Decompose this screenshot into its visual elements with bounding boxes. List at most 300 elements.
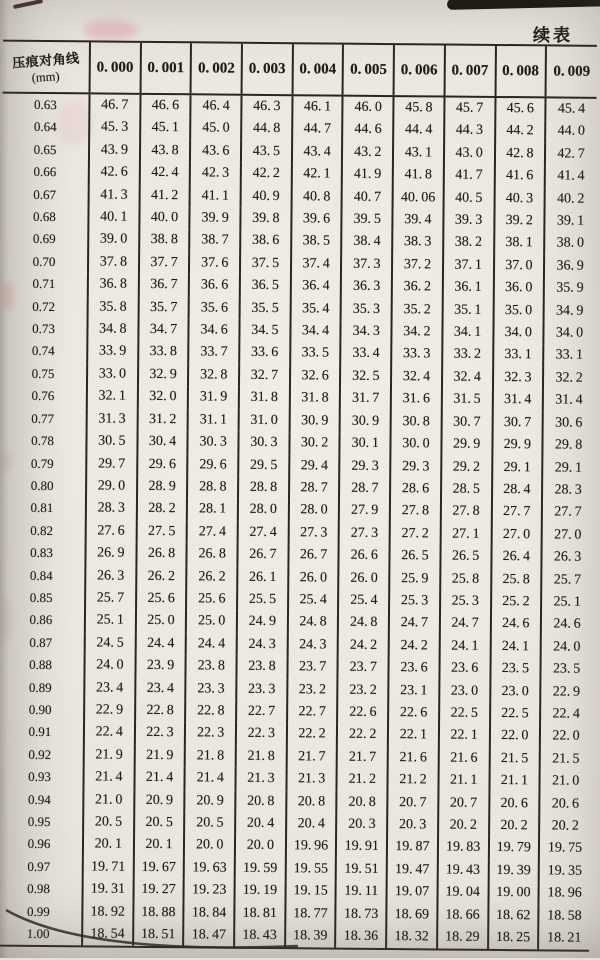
- value-cell: 32. 2: [543, 367, 594, 390]
- value-cell: 32. 1: [87, 386, 138, 409]
- value-cell: 35. 1: [442, 299, 493, 322]
- value-cell: 38. 1: [494, 232, 545, 255]
- value-cell: 18. 73: [336, 903, 387, 926]
- value-cell: 34. 8: [87, 318, 138, 341]
- value-cell: 18. 81: [234, 902, 285, 925]
- value-cell: 23. 5: [490, 658, 541, 681]
- row-label: 0.96: [27, 836, 51, 852]
- value-cell: 37. 2: [392, 254, 443, 277]
- value-cell: 26. 2: [187, 566, 238, 589]
- value-cell: 27. 2: [390, 523, 441, 546]
- value-cell: 25. 6: [136, 588, 187, 611]
- value-cell: 19. 63: [184, 857, 235, 880]
- column-header: 0. 008: [495, 45, 546, 97]
- table-header: [3, 41, 597, 98]
- value-cell: 28. 0: [238, 499, 289, 522]
- value-cell: 23. 3: [236, 678, 287, 701]
- value-cell: 21. 4: [185, 767, 236, 790]
- row-label: 0.75: [31, 365, 55, 381]
- value-cell: 18. 25: [488, 927, 539, 951]
- value-cell: 31. 8: [239, 387, 290, 410]
- value-cell: 21. 5: [489, 748, 540, 771]
- value-cell: 40. 8: [291, 186, 342, 209]
- value-cell: 34. 5: [239, 320, 290, 343]
- value-cell: 44. 4: [393, 119, 444, 142]
- row-label: 0.64: [33, 119, 57, 135]
- value-cell: 27. 6: [86, 520, 137, 543]
- value-cell: 23. 1: [388, 680, 439, 703]
- value-cell: 36. 5: [240, 275, 291, 298]
- value-cell: 18. 58: [538, 905, 589, 928]
- value-cell: 23. 9: [135, 655, 186, 678]
- value-cell: 19. 31: [82, 879, 133, 902]
- value-cell: 21. 5: [540, 748, 591, 771]
- row-label: 0.86: [29, 612, 53, 628]
- value-cell: 43. 2: [342, 141, 393, 164]
- value-cell: 18. 39: [285, 925, 336, 949]
- value-cell: 27. 0: [491, 524, 542, 547]
- value-cell: 23. 2: [287, 679, 338, 702]
- continued-table-label: 续表: [533, 26, 573, 45]
- value-cell: 20. 9: [134, 789, 185, 812]
- value-cell: 34. 7: [138, 319, 189, 342]
- value-cell: 25. 0: [136, 610, 187, 633]
- value-cell: 18. 47: [183, 924, 234, 948]
- value-cell: 22. 7: [236, 701, 287, 724]
- value-cell: 20. 2: [438, 814, 489, 837]
- value-cell: 22. 3: [135, 722, 186, 745]
- row-label: 0.67: [33, 186, 57, 202]
- value-cell: 33. 1: [493, 344, 544, 367]
- value-cell: 46. 0: [343, 96, 394, 120]
- value-cell: 45. 0: [191, 118, 242, 141]
- value-cell: 40. 3: [494, 188, 545, 211]
- value-cell: 28. 9: [137, 476, 188, 499]
- value-cell: 20. 8: [337, 791, 388, 814]
- value-cell: 18. 29: [437, 927, 488, 951]
- value-cell: 19. 23: [184, 879, 235, 902]
- value-cell: 20. 2: [539, 815, 590, 838]
- value-cell: 34. 1: [442, 322, 493, 345]
- value-cell: 40. 5: [443, 187, 494, 210]
- value-cell: 20. 5: [134, 812, 185, 835]
- value-cell: 18. 62: [488, 905, 539, 928]
- value-cell: 18. 77: [285, 903, 336, 926]
- value-cell: 27. 0: [542, 524, 593, 547]
- value-cell: 23. 3: [186, 678, 237, 701]
- value-cell: 40. 0: [139, 207, 190, 230]
- value-cell: 35. 3: [341, 298, 392, 321]
- value-cell: 25. 5: [237, 589, 288, 612]
- value-cell: 19. 00: [488, 882, 539, 905]
- row-label: 0.97: [27, 858, 51, 874]
- value-cell: 23. 5: [541, 659, 592, 682]
- value-cell: 24. 8: [338, 612, 389, 635]
- value-cell: 22. 2: [337, 724, 388, 747]
- value-cell: 30. 3: [188, 431, 239, 454]
- value-cell: 31. 0: [239, 409, 290, 432]
- value-cell: 46. 7: [89, 93, 140, 117]
- value-cell: 39. 1: [545, 210, 596, 233]
- row-label: 0.74: [31, 343, 55, 359]
- value-cell: 23. 8: [236, 656, 287, 679]
- value-cell: 30. 9: [340, 410, 391, 433]
- value-cell: 21. 9: [84, 744, 135, 767]
- value-cell: 29. 8: [543, 434, 594, 457]
- value-cell: 24. 4: [135, 633, 186, 656]
- value-cell: 25. 0: [186, 611, 237, 634]
- value-cell: 45. 4: [546, 97, 597, 121]
- value-cell: 25. 6: [186, 588, 237, 611]
- value-cell: 24. 1: [490, 636, 541, 659]
- value-cell: 32. 0: [137, 386, 188, 409]
- value-cell: 26. 8: [136, 543, 187, 566]
- value-cell: 24. 1: [439, 635, 490, 658]
- value-cell: 22. 5: [490, 703, 541, 726]
- value-cell: 30. 3: [238, 432, 289, 455]
- value-cell: 22. 1: [439, 725, 490, 748]
- value-cell: 33. 3: [391, 344, 442, 367]
- value-cell: 20. 0: [184, 835, 235, 858]
- value-cell: 18. 84: [184, 902, 235, 925]
- column-header: 0. 000: [90, 41, 141, 93]
- value-cell: 24. 8: [288, 612, 339, 635]
- value-cell: 24. 7: [440, 613, 491, 636]
- value-cell: 33. 7: [189, 342, 240, 365]
- value-cell: 26. 4: [491, 546, 542, 569]
- column-header: 0. 007: [444, 45, 495, 97]
- value-cell: 19. 71: [83, 856, 134, 879]
- value-cell: 19. 96: [286, 836, 337, 859]
- value-cell: 30. 5: [86, 430, 137, 453]
- value-cell: 20. 3: [387, 814, 438, 837]
- value-cell: 31. 3: [87, 408, 138, 431]
- row-label: 0.93: [28, 769, 52, 785]
- value-cell: 27. 8: [390, 500, 441, 523]
- value-cell: 20. 7: [438, 792, 489, 815]
- value-cell: 34. 2: [391, 321, 442, 344]
- value-cell: 23. 7: [287, 656, 338, 679]
- value-cell: 43. 5: [241, 141, 292, 164]
- value-cell: 22. 7: [287, 701, 338, 724]
- value-cell: 28. 8: [187, 476, 238, 499]
- column-header: 0. 002: [191, 42, 242, 94]
- value-cell: 23. 4: [84, 677, 135, 700]
- value-cell: 20. 9: [185, 790, 236, 813]
- value-cell: 28. 1: [187, 499, 238, 522]
- value-cell: 23. 6: [439, 658, 490, 681]
- value-cell: 29. 2: [441, 456, 492, 479]
- row-label: 0.76: [31, 388, 55, 404]
- table-body: [0, 93, 597, 952]
- page-curl-mark: [13, 0, 43, 9]
- value-cell: 36. 0: [493, 277, 544, 300]
- row-label: 0.79: [30, 455, 54, 471]
- value-cell: 21. 8: [236, 745, 287, 768]
- value-cell: 29. 9: [492, 434, 543, 457]
- value-cell: 43. 8: [140, 140, 191, 163]
- value-cell: 18. 88: [133, 901, 184, 924]
- value-cell: 29. 7: [86, 453, 137, 476]
- value-cell: 32. 9: [138, 364, 189, 387]
- value-cell: 33. 1: [543, 345, 594, 368]
- value-cell: 24. 6: [490, 613, 541, 636]
- value-cell: 19. 55: [285, 858, 336, 881]
- value-cell: 23. 0: [490, 680, 541, 703]
- value-cell: 33. 2: [442, 344, 493, 367]
- row-label: 0.69: [32, 231, 56, 247]
- row-label: 0.81: [30, 500, 54, 516]
- value-cell: 28. 4: [491, 479, 542, 502]
- value-cell: 19. 47: [387, 859, 438, 882]
- value-cell: 42. 4: [139, 162, 190, 185]
- column-header: 0. 004: [292, 43, 343, 95]
- value-cell: 27. 9: [339, 500, 390, 523]
- value-cell: 38. 0: [544, 233, 595, 256]
- value-cell: 42. 2: [241, 163, 292, 186]
- value-cell: 40. 9: [241, 185, 292, 208]
- row-label: 0.88: [29, 657, 52, 673]
- value-cell: 23. 2: [338, 679, 389, 702]
- corner-header-title: 压痕对角线: [11, 49, 81, 71]
- value-cell: 27. 5: [136, 521, 187, 544]
- value-cell: 36. 9: [544, 255, 595, 278]
- value-cell: 18. 66: [437, 904, 488, 927]
- value-cell: 24. 5: [85, 632, 136, 655]
- value-cell: 26. 8: [187, 543, 238, 566]
- value-cell: 29. 1: [492, 456, 543, 479]
- value-cell: 26. 2: [136, 565, 187, 588]
- value-cell: 23. 0: [439, 680, 490, 703]
- value-cell: 35. 0: [493, 300, 544, 323]
- value-cell: 19. 15: [285, 880, 336, 903]
- value-cell: 29. 0: [86, 475, 137, 498]
- value-cell: 45. 1: [140, 117, 191, 140]
- value-cell: 39. 8: [240, 208, 291, 231]
- value-cell: 39. 3: [443, 210, 494, 233]
- value-cell: 34. 0: [493, 322, 544, 345]
- value-cell: 19. 83: [438, 837, 489, 860]
- value-cell: 27. 4: [187, 521, 238, 544]
- value-cell: 45. 7: [444, 97, 495, 121]
- value-cell: 24. 3: [287, 634, 338, 657]
- value-cell: 30. 1: [340, 433, 391, 456]
- value-cell: 25. 4: [288, 589, 339, 612]
- value-cell: 43. 9: [89, 139, 140, 162]
- value-cell: 27. 7: [542, 502, 593, 525]
- value-cell: 30. 6: [543, 412, 594, 435]
- value-cell: 41. 8: [393, 164, 444, 187]
- value-cell: 27. 3: [288, 522, 339, 545]
- value-cell: 29. 9: [441, 434, 492, 457]
- value-cell: 37. 8: [88, 251, 139, 274]
- value-cell: 43. 6: [190, 140, 241, 163]
- value-cell: 32. 4: [391, 366, 442, 389]
- value-cell: 29. 3: [340, 455, 391, 478]
- value-cell: 22. 9: [84, 699, 135, 722]
- value-cell: 22. 0: [489, 725, 540, 748]
- value-cell: 24. 2: [389, 635, 440, 658]
- value-cell: 21. 1: [438, 770, 489, 793]
- value-cell: 23. 6: [389, 657, 440, 680]
- value-cell: 23. 8: [186, 655, 237, 678]
- value-cell: 46. 4: [191, 94, 242, 118]
- value-cell: 19. 67: [133, 857, 184, 880]
- value-cell: 44. 0: [545, 121, 596, 144]
- value-cell: 38. 6: [240, 230, 291, 253]
- value-cell: 29. 6: [137, 453, 188, 476]
- value-cell: 27. 7: [491, 501, 542, 524]
- value-cell: 36. 2: [392, 276, 443, 299]
- row-label: 0.80: [30, 477, 54, 494]
- value-cell: 22. 5: [439, 702, 490, 725]
- value-cell: 30. 7: [492, 412, 543, 435]
- value-cell: 18. 92: [82, 901, 133, 924]
- value-cell: 36. 4: [291, 275, 342, 298]
- value-cell: 22. 4: [540, 703, 591, 726]
- value-cell: 26. 5: [440, 546, 491, 569]
- table-row: [0, 923, 589, 952]
- value-cell: 36. 7: [138, 274, 189, 297]
- value-cell: 39. 5: [342, 209, 393, 232]
- value-cell: 25. 4: [338, 590, 389, 613]
- value-cell: 41. 9: [342, 164, 393, 187]
- value-cell: 36. 8: [88, 274, 139, 297]
- value-cell: 35. 2: [392, 299, 443, 322]
- value-cell: 34. 4: [290, 320, 341, 343]
- value-cell: 18. 69: [386, 904, 437, 927]
- value-cell: 40. 7: [342, 186, 393, 209]
- row-label: 0.89: [28, 679, 52, 695]
- value-cell: 44. 8: [241, 118, 292, 141]
- value-cell: 24. 0: [84, 655, 135, 678]
- value-cell: 22. 9: [540, 681, 591, 704]
- row-label: 0.82: [30, 522, 54, 538]
- value-cell: 19. 91: [336, 836, 387, 859]
- value-cell: 34. 3: [341, 321, 392, 344]
- value-cell: 29. 5: [238, 454, 289, 477]
- value-cell: 28. 3: [542, 479, 593, 502]
- value-cell: 19. 75: [539, 838, 590, 861]
- value-cell: 19. 39: [488, 860, 539, 883]
- value-cell: 21. 1: [489, 770, 540, 793]
- value-cell: 44. 6: [343, 119, 394, 142]
- value-cell: 21. 2: [388, 769, 439, 792]
- row-label: 0.91: [28, 724, 52, 740]
- value-cell: 19. 43: [437, 859, 488, 882]
- value-cell: 34. 6: [189, 319, 240, 342]
- value-cell: 35. 9: [544, 278, 595, 301]
- value-cell: 19. 11: [336, 881, 387, 904]
- column-header: 0. 009: [546, 45, 597, 97]
- value-cell: 41. 3: [89, 184, 140, 207]
- value-cell: 42. 3: [190, 163, 241, 186]
- row-label: 0.78: [31, 433, 54, 449]
- value-cell: 33. 9: [87, 341, 138, 364]
- value-cell: 43. 4: [292, 141, 343, 164]
- value-cell: 35. 8: [88, 296, 139, 319]
- value-cell: 44. 3: [444, 120, 495, 143]
- value-cell: 26. 7: [237, 544, 288, 567]
- value-cell: 38. 5: [291, 231, 342, 254]
- value-cell: 25. 9: [389, 568, 440, 591]
- row-label: 0.87: [29, 634, 53, 650]
- value-cell: 26. 6: [339, 545, 390, 568]
- value-cell: 20. 5: [83, 811, 134, 834]
- value-cell: 33. 8: [138, 341, 189, 364]
- value-cell: 25. 7: [85, 587, 136, 610]
- row-label: 0.68: [33, 208, 56, 225]
- value-cell: 46. 3: [241, 95, 292, 119]
- value-cell: 46. 1: [292, 95, 343, 119]
- value-cell: 20. 2: [489, 815, 540, 838]
- value-cell: 29. 6: [188, 454, 239, 477]
- value-cell: 45. 3: [89, 117, 140, 140]
- value-cell: 39. 6: [291, 208, 342, 231]
- value-cell: 39. 2: [494, 210, 545, 233]
- value-cell: 28. 8: [238, 477, 289, 500]
- value-cell: 19. 27: [133, 879, 184, 902]
- value-cell: 23. 4: [135, 677, 186, 700]
- value-cell: 20. 7: [387, 792, 438, 815]
- value-cell: 31. 5: [442, 389, 493, 412]
- value-cell: 21. 0: [83, 789, 134, 812]
- value-cell: 18. 96: [539, 883, 590, 906]
- value-cell: 26. 9: [85, 543, 136, 566]
- value-cell: 21. 8: [185, 745, 236, 768]
- value-cell: 29. 3: [390, 456, 441, 479]
- value-cell: 31. 4: [492, 389, 543, 412]
- value-cell: 36. 1: [443, 277, 494, 300]
- value-cell: 27. 1: [440, 523, 491, 546]
- value-cell: 34. 0: [544, 322, 595, 345]
- value-cell: 19. 51: [336, 858, 387, 881]
- value-cell: 22. 3: [185, 723, 236, 746]
- value-cell: 21. 9: [134, 745, 185, 768]
- value-cell: 37. 1: [443, 254, 494, 277]
- value-cell: 30. 2: [289, 432, 340, 455]
- value-cell: 43. 0: [444, 142, 495, 165]
- value-cell: 20. 3: [337, 814, 388, 837]
- value-cell: 24. 4: [186, 633, 237, 656]
- row-label: 1.00: [0, 923, 82, 947]
- value-cell: 36. 6: [189, 275, 240, 298]
- value-cell: 42. 8: [494, 143, 545, 166]
- row-label: 0.85: [29, 589, 53, 606]
- value-cell: 20. 4: [286, 813, 337, 836]
- value-cell: 21. 7: [337, 746, 388, 769]
- value-cell: 18. 32: [386, 926, 437, 950]
- value-cell: 42. 6: [89, 162, 140, 185]
- value-cell: 31. 9: [188, 387, 239, 410]
- value-cell: 25. 1: [85, 610, 136, 633]
- row-label: 0.71: [32, 276, 56, 292]
- value-cell: 24. 2: [338, 634, 389, 657]
- value-cell: 19. 87: [387, 836, 438, 859]
- corner-header-unit: (mm): [31, 68, 60, 85]
- value-cell: 31. 8: [290, 387, 341, 410]
- value-cell: 19. 04: [437, 882, 488, 905]
- value-cell: 40. 06: [393, 187, 444, 210]
- value-cell: 19. 35: [539, 860, 590, 883]
- row-label: 0.63: [33, 96, 57, 113]
- value-cell: 28. 7: [339, 478, 390, 501]
- value-cell: 31. 2: [137, 409, 188, 432]
- value-cell: 41. 6: [494, 165, 545, 188]
- value-cell: 39. 9: [190, 207, 241, 230]
- value-cell: 30. 8: [391, 411, 442, 434]
- value-cell: 30. 0: [391, 433, 442, 456]
